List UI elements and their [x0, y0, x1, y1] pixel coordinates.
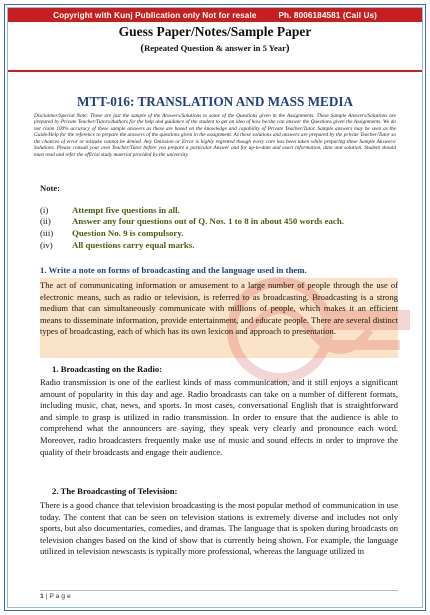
page-footer: 1 | P a g e	[40, 590, 398, 600]
note-item: (iii) Question No. 9 is compulsory.	[40, 227, 184, 238]
section-text-radio: Radio transmission is one of the earliest kinds of mass communication, and it still enjoys a significant amount of popularity in this day and age. Radio broadcasts can take on a number of different formats, including music, chat, news, and sports. In most cases, conversational English that is straightforward and simple to grasp is utilized in radio transmission. In order to ensure that the audience is able to comprehend what the announcers are saying, they speak very clearly and pronounce each word. Moreover, radio broadcasters frequently make use of music and sound effects in order to improve the quality of their broadcasts and engage their audience.	[40, 377, 398, 457]
section-heading-radio: 1. Broadcasting on the Radio:	[52, 364, 163, 374]
page-title: Guess Paper/Notes/Sample Paper	[118, 24, 312, 39]
note-item: (iv) All questions carry equal marks.	[40, 239, 195, 250]
note-item: (ii) Answer any four questions out of Q. Nos. 1 to 8 in about 450 words each.	[40, 216, 344, 227]
note-heading: Note:	[40, 183, 61, 193]
copyright-banner	[8, 8, 422, 22]
page-number: 1	[40, 593, 44, 600]
section-text-television: There is a good chance that television broadcasting is the most popular method of communication in use today. The content that can be seen on television stations is extremely diverse and includes not only sports, but also documentaries, comedies, and dramas. The language that is spoken during broadcasts on television changes based on the kind of show that is currently being shown. For example, the language utilized in television newscasts is typically more professional, whereas the language utilized in	[40, 500, 398, 557]
course-title: MTT-016: TRANSLATION AND MASS MEDIA	[77, 94, 353, 109]
page-subtitle: (Repeated Question & answer in 5 Year)	[140, 42, 290, 54]
copyright-text: Copyright with Kunj Publication only Not for resale	[53, 10, 257, 20]
header-divider	[8, 70, 422, 72]
question-heading: 1. Write a note on forms of broadcasting and the language used in them.	[40, 265, 307, 275]
answer-intro: The act of communicating information or amusement to a large number of people through the use of electronic means, such as radio or television, is referred to as broadcasting. Broadcasting is a strong medium that can simultaneously communicate with millions of people, which makes it an efficient means to disseminate information, provide entertainment, and educate people. There are several distinct types of broadcasting, each of which has its own lexicon and approach to presentation.	[40, 280, 398, 337]
phone-text: Ph. 8006184581 (Call Us)	[278, 10, 377, 20]
page-label: P a g e	[49, 593, 71, 600]
section-heading-television: 2. The Broadcasting of Television:	[52, 486, 178, 496]
disclaimer-text: Disclaimer/Special Note: These are just the sample of the Answers/Solutions to some of the Questions given in the Assignments. These Sample Answers/Solutions are prepared by Private Teacher/Tutors/Authors for the help and guidance of the student to get an idea of how he/she can answer the Questions given the Assignments. We do not claim 100% accuracy of these sample answers as these are based on the knowledge and capability of Private Teacher/Tutor. Sample answers may be seen as the Guide/Help for the reference to prepare the answers of the questions given in the assignment. As these solutions and answers are prepared by the private Teacher/Tutor so the chances of error or mistake cannot be denied. Any Omission or Error is highly regretted though every care has been taken while preparing these Sample Answers/ Solutions. Please consult your own Teacher/Tutor before you prepare a particular Answer and for up-to-date and exact information, data and solution. Student should must read and refer the official study material provided by the university.	[34, 113, 396, 158]
note-item: (i) Attempt five questions in all.	[40, 204, 180, 215]
note-list	[40, 204, 400, 250]
